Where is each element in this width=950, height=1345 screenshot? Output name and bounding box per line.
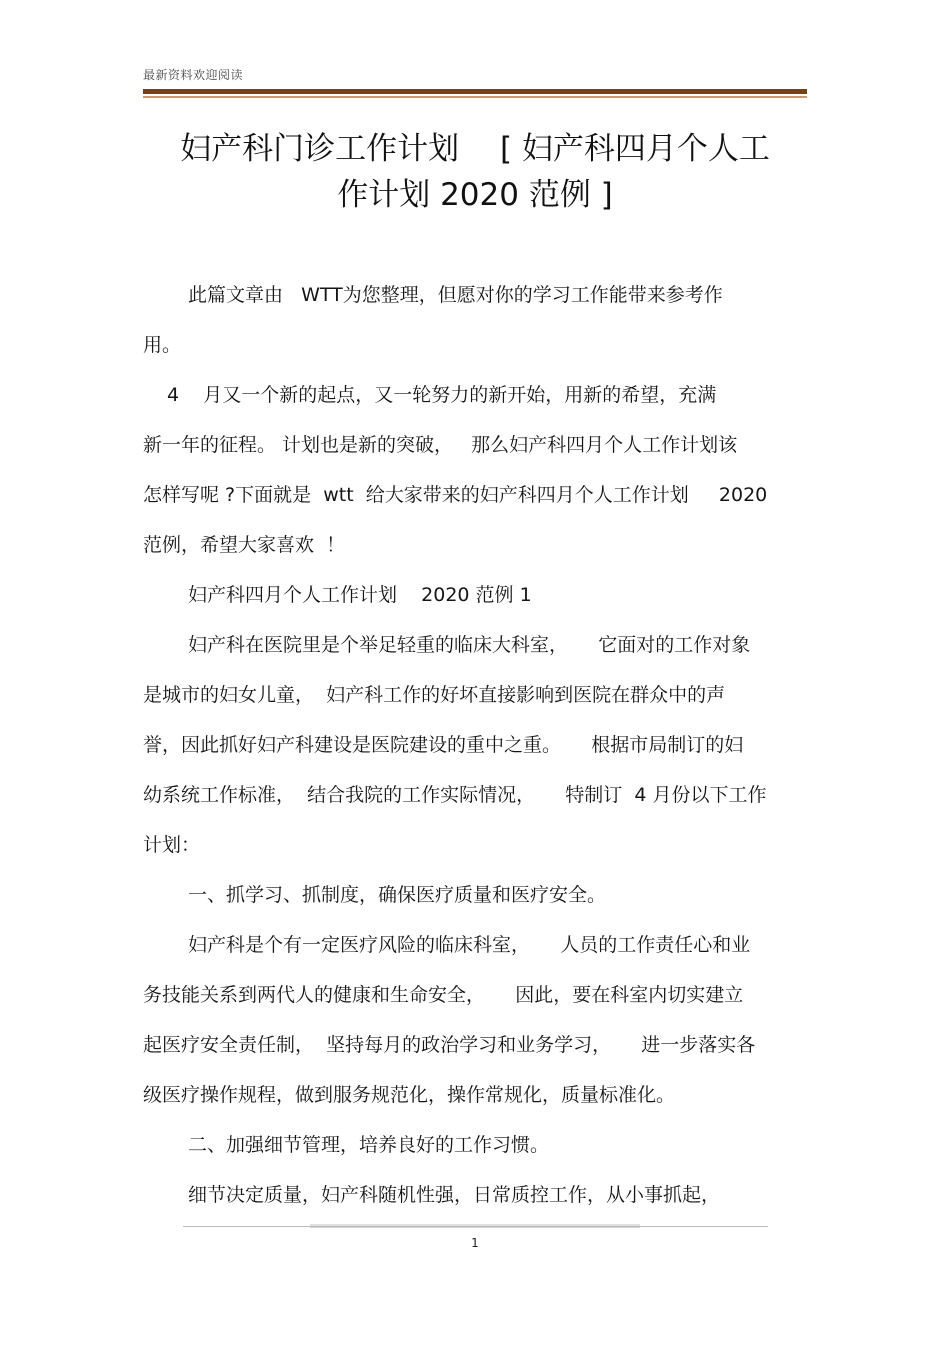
section-heading: 一、抓学习、抓制度，确保医疗质量和医疗安全。 [188,884,607,906]
paragraph-line: 务技能关系到两代人的健康和生命安全， 因此，要在科室内切实建立 [143,984,744,1006]
section-heading: 二、加强细节管理，培养良好的工作习惯。 [188,1134,550,1156]
paragraph-line: 级医疗操作规程，做到服务规范化，操作常规化，质量标准化。 [143,1084,676,1106]
document-title [130,126,820,218]
title-line-1: 妇产科门诊工作计划 [ 妇产科四月个人工 [180,131,770,167]
page-number: 1 [471,1236,479,1250]
paragraph-line: 新一年的征程。 计划也是新的突破， 那么妇产科四月个人工作计划该 [143,434,738,456]
section-heading: 妇产科四月个人工作计划 2020 范例 1 [188,584,532,606]
paragraph-line: 誉，因此抓好妇产科建设是医院建设的重中之重。 根据市局制订的妇 [143,734,744,756]
footer-rule [183,1226,768,1227]
paragraph-line: 幼系统工作标准， 结合我院的工作实际情况， 特制订 4 月份以下工作 [143,784,767,806]
paragraph-line: 妇产科是个有一定医疗风险的临床科室， 人员的工作责任心和业 [188,934,751,956]
paragraph-line: 怎样写呢 ?下面就是 wtt 给大家带来的妇产科四月个人工作计划 2020 [143,484,768,506]
paragraph-line: 是城市的妇女儿童， 妇产科工作的好坏直接影响到医院在群众中的声 [143,684,726,706]
document-body [143,270,813,1220]
paragraph-line: 用。 [143,334,182,356]
paragraph-line: 范例，希望大家喜欢 ！ [143,534,346,556]
header-rule-thick [143,89,807,94]
title-line-2: 作计划 2020 范例 ] [337,177,613,213]
running-header: 最新资料欢迎阅读 [143,68,244,82]
paragraph-line: 细节决定质量，妇产科随机性强，日常质控工作，从小事抓起， [188,1184,721,1206]
paragraph-line: 4 月又一个新的起点，又一轮努力的新开始，用新的希望，充满 [161,384,717,406]
header-rule-thin [143,96,807,98]
paragraph-line: 计划： [143,834,201,856]
paragraph-line: 起医疗安全责任制， 坚持每月的政治学习和业务学习， 进一步落实各 [143,1034,756,1056]
paragraph-line: 妇产科在医院里是个举足轻重的临床大科室， 它面对的工作对象 [188,634,751,656]
paragraph-line: 此篇文章由 WTT为您整理，但愿对你的学习工作能带来参考作 [188,284,723,306]
